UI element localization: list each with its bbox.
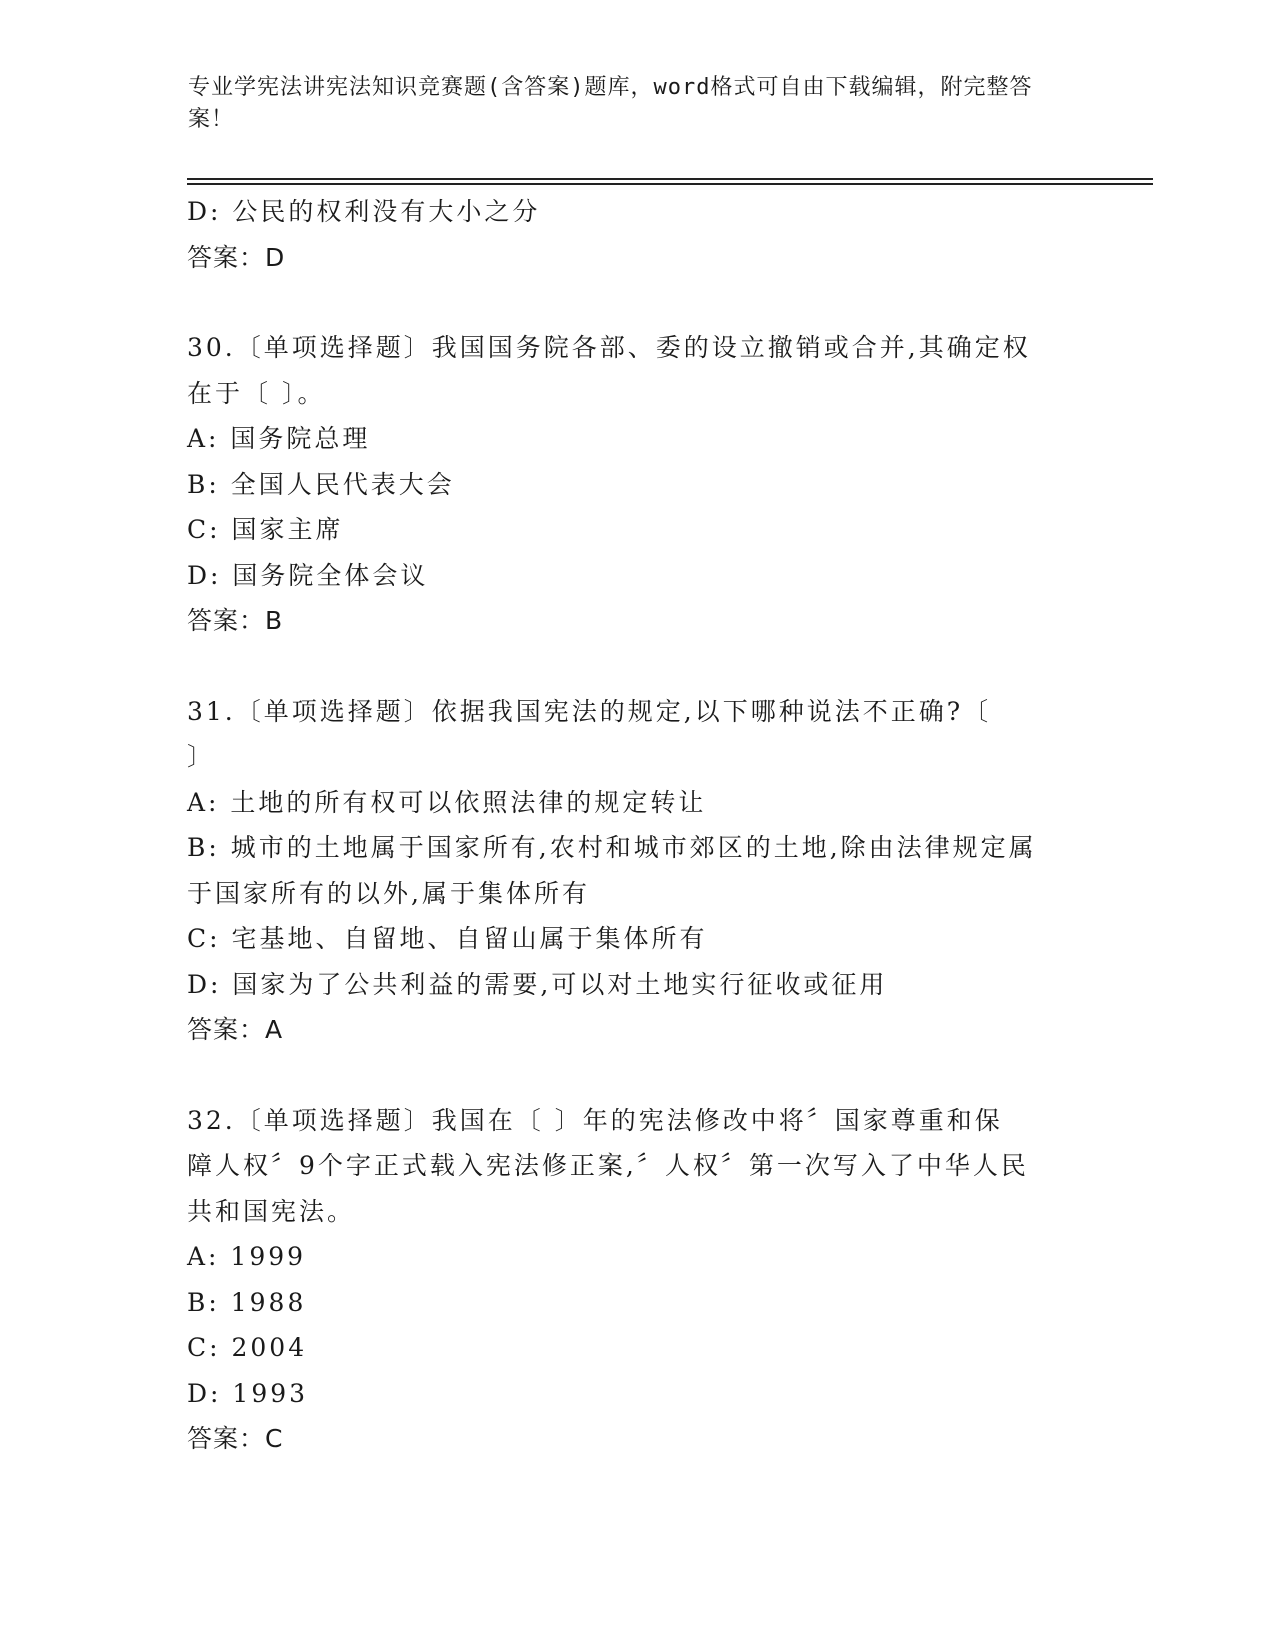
question-text-cont: 〕 bbox=[187, 742, 216, 771]
question-text: 31.〔单项选择题〕依据我国宪法的规定,以下哪种说法不正确?〔 bbox=[187, 696, 992, 726]
header-rule-bottom bbox=[187, 183, 1153, 185]
answer-line: 答案：B bbox=[187, 606, 284, 635]
option-c: C: 宅基地、自留地、自留山属于集体所有 bbox=[187, 924, 708, 953]
option-c: C: 2004 bbox=[187, 1333, 308, 1362]
question-text: 32.〔单项选择题〕我国在〔 〕年的宪法修改中将〞国家尊重和保 bbox=[187, 1105, 1003, 1135]
option-a: A: 土地的所有权可以依照法律的规定转让 bbox=[187, 787, 707, 817]
question-block-32 bbox=[187, 1098, 1087, 1462]
option-b: B: 1988 bbox=[187, 1287, 307, 1317]
option-a: A: 1999 bbox=[187, 1242, 307, 1271]
document-header: 专业学宪法讲宪法知识竞赛题(含答案)题库，word格式可自由下载编辑，附完整答案！ bbox=[188, 75, 1033, 132]
answer-line: 答案：D bbox=[187, 242, 286, 272]
option-a: A: 国务院总理 bbox=[187, 424, 371, 453]
question-block-30 bbox=[187, 325, 1087, 644]
option-d: D: 公民的权利没有大小之分 bbox=[187, 197, 541, 226]
option-c: C: 国家主席 bbox=[187, 515, 344, 544]
spacer bbox=[187, 644, 1087, 689]
option-b-cont: 于国家所有的以外,属于集体所有 bbox=[187, 878, 590, 908]
header-rule-top bbox=[187, 178, 1153, 180]
question-text-cont: 共和国宪法。 bbox=[187, 1196, 356, 1226]
answer-line: 答案：A bbox=[187, 1015, 284, 1044]
answer-line: 答案：C bbox=[187, 1424, 284, 1453]
spacer bbox=[187, 280, 1087, 325]
option-d: D: 1993 bbox=[187, 1378, 309, 1408]
question-text: 30.〔单项选择题〕我国国务院各部、委的设立撤销或合并,其确定权 bbox=[187, 333, 1031, 362]
question-list bbox=[187, 189, 1087, 1462]
question-text-cont: 在于〔 〕。 bbox=[187, 378, 326, 408]
question-text-cont: 障人权〞9个字正式载入宪法修正案,〞人权〞第一次写入了中华人民 bbox=[187, 1151, 1029, 1180]
question-block-31 bbox=[187, 689, 1087, 1053]
option-d: D: 国务院全体会议 bbox=[187, 560, 429, 590]
question-block-29 bbox=[187, 189, 1087, 280]
option-b: B: 城市的土地属于国家所有,农村和城市郊区的土地,除由法律规定属 bbox=[187, 833, 1037, 862]
option-d: D: 国家为了公共利益的需要,可以对土地实行征收或征用 bbox=[187, 969, 888, 999]
spacer bbox=[187, 1053, 1087, 1098]
option-b: B: 全国人民代表大会 bbox=[187, 469, 455, 499]
